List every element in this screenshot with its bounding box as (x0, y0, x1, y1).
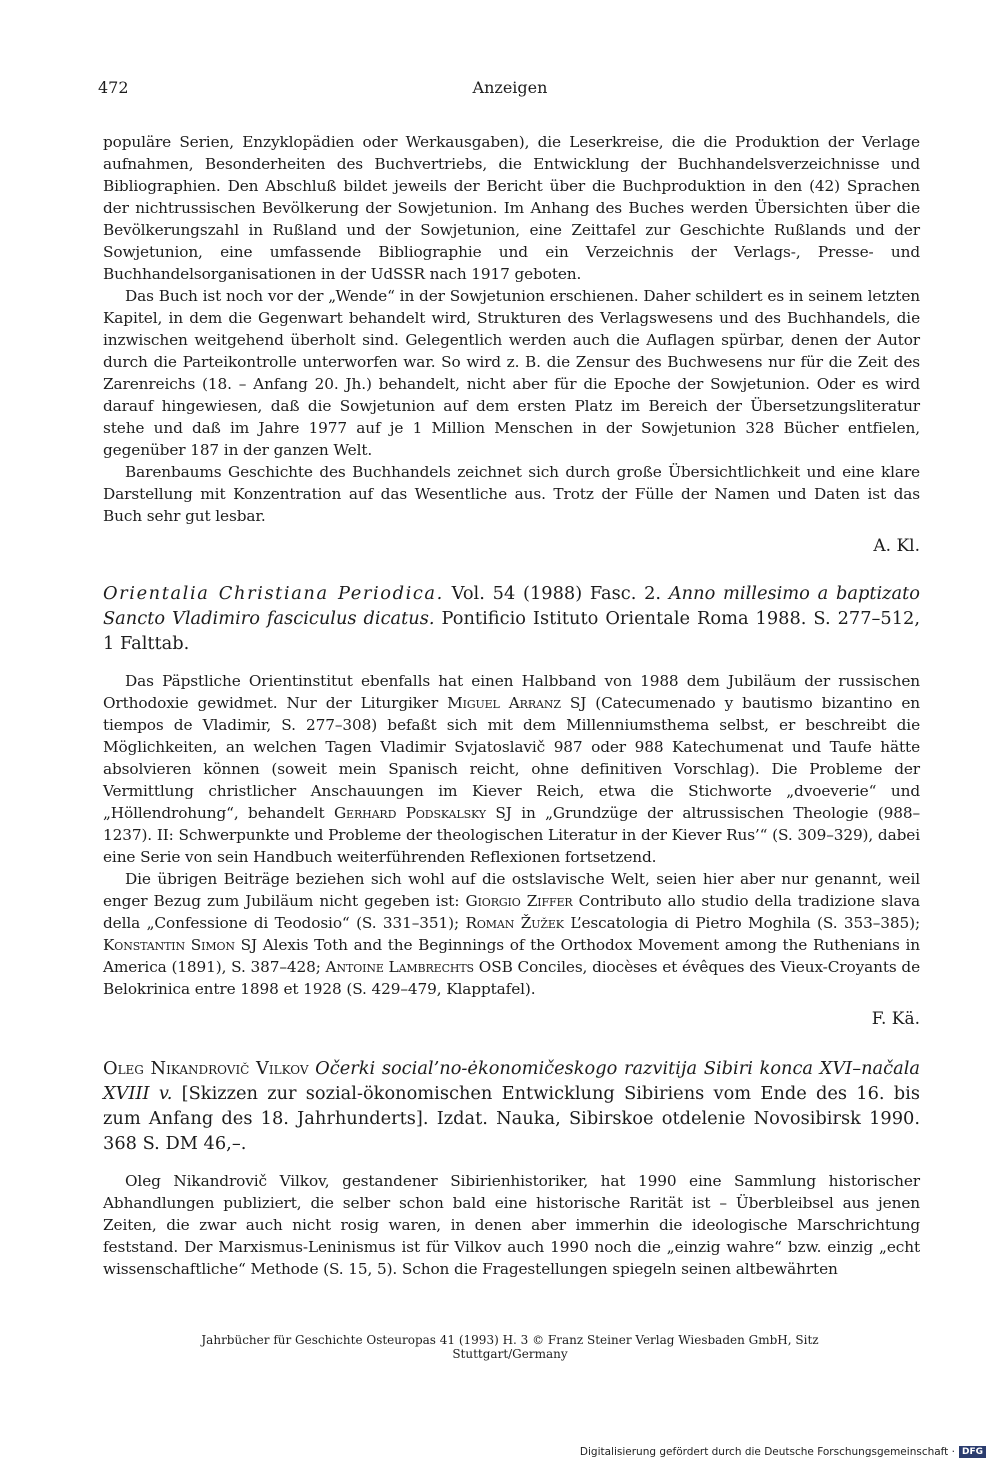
review-vilkov (103, 1056, 920, 1280)
page-body (103, 131, 920, 1280)
reviewer-signature: A. Kl. (873, 536, 920, 556)
paragraph: Oleg Nikandrovič Vilkov, gestandener Sibirienhistoriker, hat 1990 eine Sammlung historischer Abhandlungen publiziert, die selber schon bald eine historische Rarität ist – Überbleibsel aus jenen Zeiten, die zwar auch nicht rosig waren, in denen aber immerhin die ideologische Marschrichtung feststand. Der Marxismus-Leninismus ist für Vilkov auch 1990 noch die „einzig wahre“ bzw. einzig „echt wissenschaftliche“ Methode (S. 15, 5). Schon die Fragestellungen spiegeln seinen altbewährten (103, 1172, 920, 1278)
book-title: Očerki social’no-ėkonomičeskogo razvitija Sibiri konca XVI–načala XVIII v. (103, 1058, 921, 1104)
author-name: Gerhard Podskalsky (333, 804, 486, 822)
volume-info: Vol. 54 (1988) Fasc. 2. (443, 583, 669, 604)
running-title: Anzeigen (472, 78, 548, 97)
paragraph: populäre Serien, Enzyklopädien oder Werkausgaben), die Leserkreise, die die Produktion der Verlage aufnahmen, Besonderheiten des Buchvertriebs, die Entwicklung der Buchhandelsverzeichnisse und Bibliographien. Den Abschluß bildet jeweils der Bericht über die Buchproduktion in den (42) Sprachen der nichtrussischen Bevölkerung der Sowjetunion. Im Anhang des Buches werden Übersichten über die Bevölkerungszahl in Rußland und der Sowjetunion, eine Zeittafel zur Geschichte Rußlands und der Sowjetunion, eine umfassende Bibliographie und ein Verzeichnis der Verlags-, Presse- und Buchhandelsorganisationen in der UdSSR nach 1917 geboten. (103, 133, 920, 283)
page-footer: Jahrbücher für Geschichte Osteuropas 41 (1993) H. 3 © Franz Steiner Verlag Wiesbaden GmbH, Sitz Stuttgart/Germany (201, 1333, 819, 1361)
dfg-credit (580, 1446, 986, 1458)
text-run: L’escatologia di Pietro Moghila (S. 353–385); (563, 914, 920, 932)
reviewer-signature: F. Kä. (871, 1009, 920, 1029)
page-number: 472 (98, 78, 129, 97)
journal-title: Orientalia Christiana Periodica. (103, 583, 444, 604)
paragraph: Barenbaums Geschichte des Buchhandels zeichnet sich durch große Übersichtlichkeit und eine klare Darstellung mit Konzentration auf das Wesentliche aus. Trotz der Fülle der Namen und Daten ist das Buch sehr gut lesbar. (103, 463, 920, 525)
author-name: Konstantin Simon (103, 936, 235, 954)
book-title: Anno millesimo a baptizato Sancto Vladimiro fasciculus dicatus. (103, 583, 920, 629)
paragraph (103, 868, 920, 1000)
paragraph (103, 670, 920, 868)
paragraph: Das Buch ist noch vor der „Wende“ in der Sowjetunion erschienen. Daher schildert es in seinem letzten Kapitel, in dem die Gegenwart behandelt wird, Strukturen des Verlagswesens und des Buchhandels, die inzwischen weitgehend überholt sind. Gelegentlich werden auch die Auflagen spürbar, denen der Autor durch die Parteikontrolle unterworfen war. So wird z. B. die Zensur des Buchwesens nur für die Zeit des Zarenreichs (18. – Anfang 20. Jh.) behandelt, nicht aber für die Epoche der Sowjetunion. Oder es wird darauf hingewiesen, daß die Sowjetunion auf dem ersten Platz im Bereich der Übersetzungsliteratur stehe und daß im Jahre 1977 auf je 1 Million Menschen in der Sowjetunion 328 Bücher entfielen, gegenüber 187 in der ganzen Welt. (103, 287, 920, 459)
text-run: Die übrigen Beiträge beziehen sich wohl auf die ostslavische Welt, seien hier aber nur genannt, weil enger Bezug zum Jubiläum nicht gegeben ist: (103, 870, 920, 910)
author-name: Giorgio Ziffer (465, 892, 573, 910)
review-barenbaum (103, 131, 920, 559)
author-name: Miguel Arranz (447, 694, 561, 712)
dfg-note-text: Digitalisierung gefördert durch die Deutsche Forschungsgemeinschaft · (579, 1446, 955, 1458)
text-run: Das Päpstliche Orientinstitut ebenfalls hat einen Halbband von 1988 dem Jubiläum der russischen Orthodoxie gewidmet. Nur der Liturgiker (103, 672, 920, 712)
publication-info: [Skizzen zur sozial-ökonomischen Entwicklung Sibiriens vom Ende des 16. bis zum Anfang des 18. Jahrhunderts]. Izdat. Nauka, Sibirskoe otdelenie Novosibirsk 1990. 368 S. DM 46,–. (103, 1083, 920, 1154)
author-name: Roman Žužek (465, 914, 564, 932)
text-run: OSB Conciles, diocèses et évêques des Vieux-Croyants de Belokrinica entre 1898 et 1928 (S. 429–479, Klapptafel). (103, 958, 921, 998)
text-run: SJ in „Grundzüge der altrussischen Theologie (988–1237). II: Schwerpunkte und Probleme der theologischen Literatur in der Kiever Rus’“ (S. 309–329), dabei eine Serie von sein Handbuch weiterführenden Reflexionen fortsetzend. (103, 804, 921, 866)
page-header (98, 78, 922, 102)
author-name: Antoine Lambrechts (325, 958, 474, 976)
bibliographic-entry (103, 581, 920, 656)
publication-info: Pontificio Istituto Orientale Roma 1988. S. 277–512, 1 Falttab. (103, 608, 920, 654)
dfg-logo-icon: DFG (959, 1446, 986, 1458)
bibliographic-entry (103, 1056, 920, 1156)
text-run: Contributo allo studio della tradizione slava della „Confessione di Teodosio“ (S. 331–351); (103, 892, 921, 932)
review-orientalia (103, 581, 920, 1032)
text-run: SJ (Catecumenado y bautismo bizantino en tiempos de Vladimir, S. 277–308) befaßt sich mit dem Millenniumsthema selbst, er beschreibt die Möglichkeiten, an welchen Tagen Vladimir Svjatoslavič 987 oder 988 Katechumenat und Taufe hätte absolvieren können (soweit mein Spanisch reicht, ohne definitiven Vorschlag). Die Probleme der Vermittlung christlicher Anschauungen im Kiever Reich, etwa die Stichworte „dvoeverie“ und „Höllendrohung“, behandelt (103, 694, 920, 822)
text-run: SJ Alexis Toth and the Beginnings of the Orthodox Movement among the Ruthenians in America (1891), S. 387–428; (103, 936, 920, 976)
author-name: Oleg Nikandrovič Vilkov (103, 1058, 309, 1079)
